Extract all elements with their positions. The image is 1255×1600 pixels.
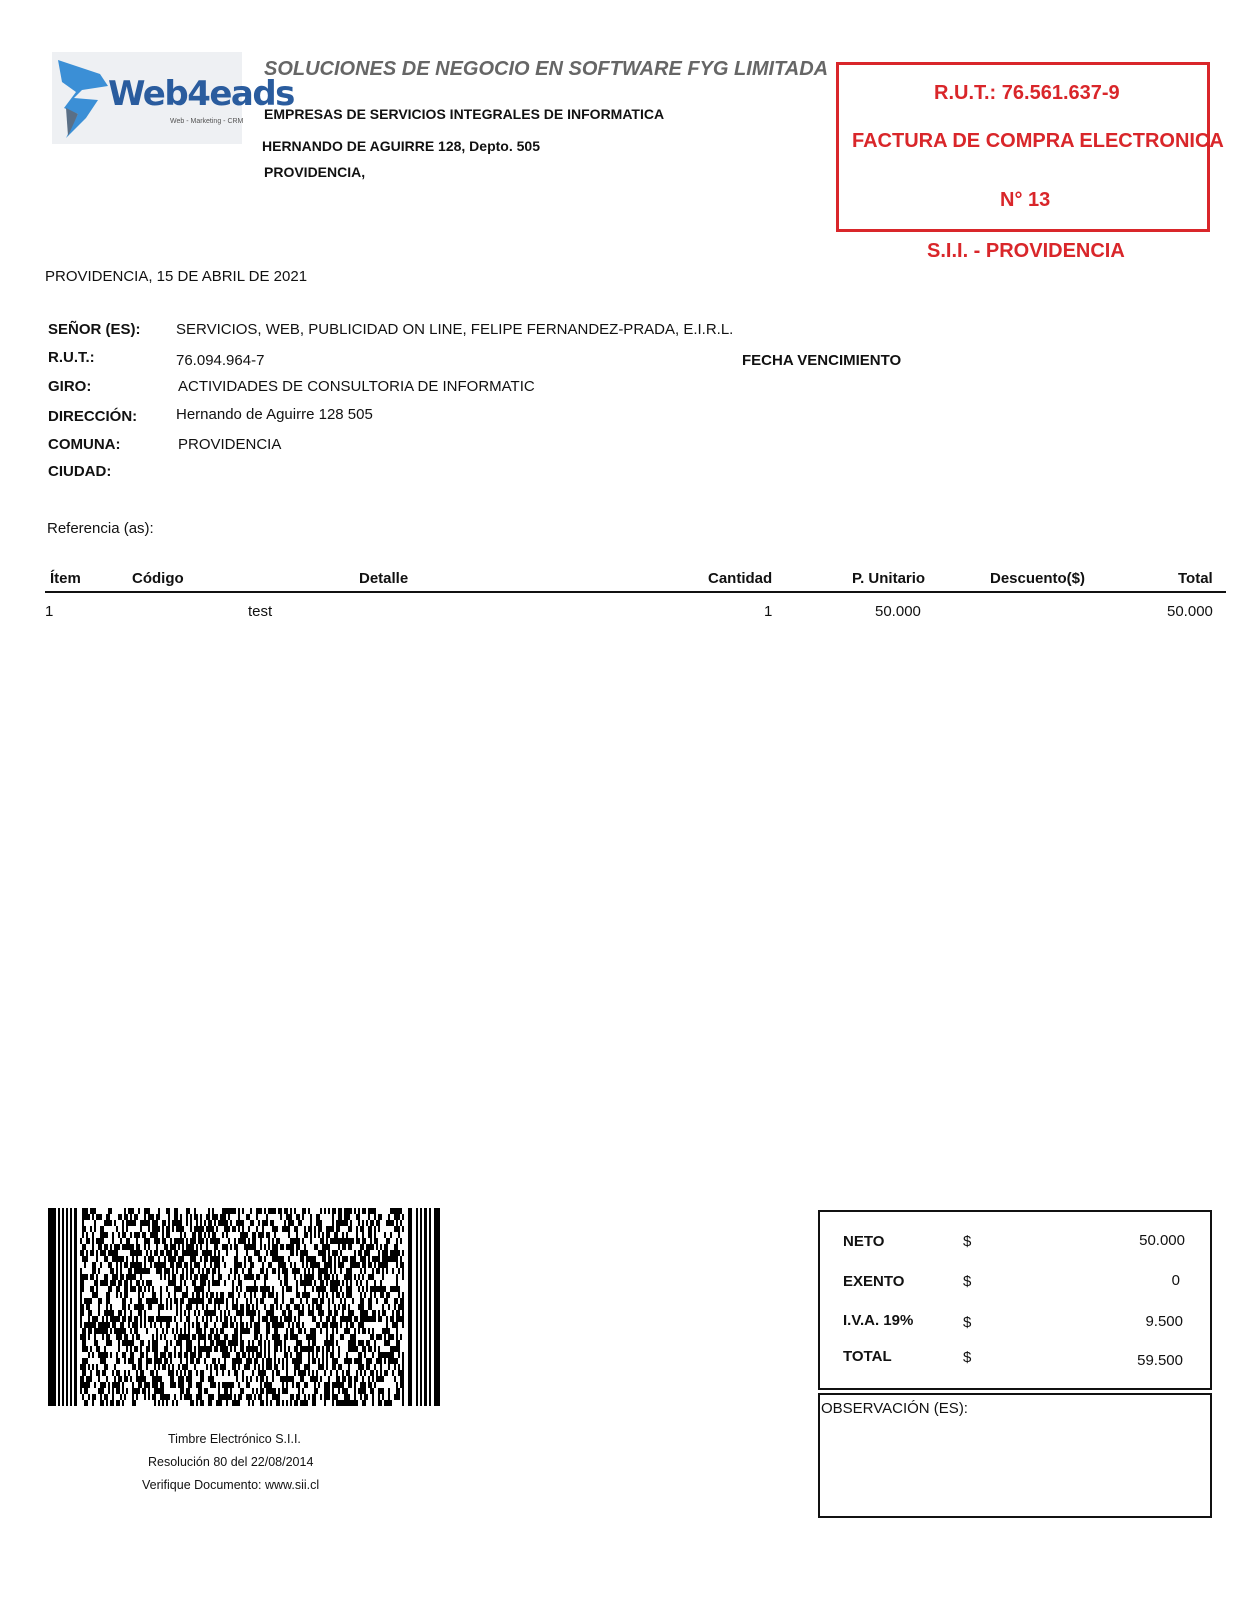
- stamp-caption-resolution: Resolución 80 del 22/08/2014: [148, 1455, 314, 1469]
- document-rut: R.U.T.: 76.561.637-9: [934, 82, 1120, 104]
- receiver-rut: 76.094.964-7: [176, 352, 265, 369]
- stamp-caption-title: Timbre Electrónico S.I.I.: [168, 1432, 301, 1446]
- col-header-detail: Detalle: [359, 570, 409, 587]
- row-detail: test: [248, 603, 273, 620]
- receiver-comuna: PROVIDENCIA: [178, 436, 282, 453]
- neto-currency: $: [963, 1233, 972, 1250]
- row-total: 50.000: [1167, 603, 1213, 620]
- observations-label: OBSERVACIÓN (ES):: [821, 1400, 968, 1417]
- col-header-total: Total: [1178, 570, 1213, 587]
- receiver-address-label: DIRECCIÓN:: [48, 408, 138, 425]
- receiver-name: SERVICIOS, WEB, PUBLICIDAD ON LINE, FELIPE FERNANDEZ-PRADA, E.I.R.L.: [176, 321, 734, 338]
- total-label: TOTAL: [843, 1348, 892, 1365]
- reference-label: Referencia (as):: [47, 520, 154, 537]
- logo-brand-text: Web4eads: [108, 74, 294, 114]
- col-header-unit-price: P. Unitario: [852, 570, 926, 587]
- issuer-address: HERNANDO DE AGUIRRE 128, Depto. 505: [262, 138, 540, 154]
- exento-label: EXENTO: [843, 1273, 905, 1290]
- receiver-rut-label: R.U.T.:: [48, 349, 95, 366]
- due-date-label: FECHA VENCIMIENTO: [742, 352, 902, 369]
- exento-value: 0: [1171, 1272, 1180, 1289]
- col-header-quantity: Cantidad: [708, 570, 773, 587]
- receiver-comuna-label: COMUNA:: [48, 436, 121, 453]
- iva-value: 9.500: [1145, 1313, 1183, 1330]
- receiver-giro-label: GIRO:: [48, 378, 92, 395]
- iva-currency: $: [963, 1314, 972, 1331]
- issuer-activity: EMPRESAS DE SERVICIOS INTEGRALES DE INFORMATICA: [264, 106, 665, 122]
- receiver-address: Hernando de Aguirre 128 505: [176, 406, 373, 423]
- document-number: N° 13: [1000, 189, 1051, 211]
- exento-currency: $: [963, 1273, 972, 1290]
- stamp-caption-verify: Verifique Documento: www.sii.cl: [142, 1478, 320, 1492]
- logo-tagline: Web - Marketing - CRM: [170, 118, 244, 125]
- table-header-rule: [45, 591, 1226, 593]
- receiver-name-label: SEÑOR (ES):: [48, 321, 141, 338]
- total-currency: $: [963, 1349, 972, 1366]
- sii-office: S.I.I. - PROVIDENCIA: [927, 240, 1125, 262]
- document-type: FACTURA DE COMPRA ELECTRONICA: [852, 130, 1224, 152]
- total-value: 59.500: [1137, 1352, 1183, 1369]
- issuer-city: PROVIDENCIA,: [264, 164, 366, 180]
- neto-value: 50.000: [1139, 1232, 1185, 1249]
- logo-swoosh-icon: [56, 56, 116, 142]
- iva-label: I.V.A. 19%: [843, 1312, 914, 1329]
- electronic-stamp-barcode: [48, 1208, 440, 1406]
- row-quantity: 1: [764, 603, 773, 620]
- place-date: PROVIDENCIA, 15 DE ABRIL DE 2021: [45, 268, 308, 285]
- receiver-city-label: CIUDAD:: [48, 463, 112, 480]
- col-header-discount: Descuento($): [990, 570, 1086, 587]
- row-unit-price: 50.000: [875, 603, 921, 620]
- receiver-giro: ACTIVIDADES DE CONSULTORIA DE INFORMATIC: [178, 378, 535, 395]
- row-item: 1: [45, 603, 54, 620]
- company-logo: [52, 52, 294, 144]
- neto-label: NETO: [843, 1233, 885, 1250]
- issuer-name: SOLUCIONES DE NEGOCIO EN SOFTWARE FYG LIMITADA: [264, 58, 829, 80]
- col-header-item: Ítem: [50, 570, 81, 587]
- col-header-code: Código: [132, 570, 184, 587]
